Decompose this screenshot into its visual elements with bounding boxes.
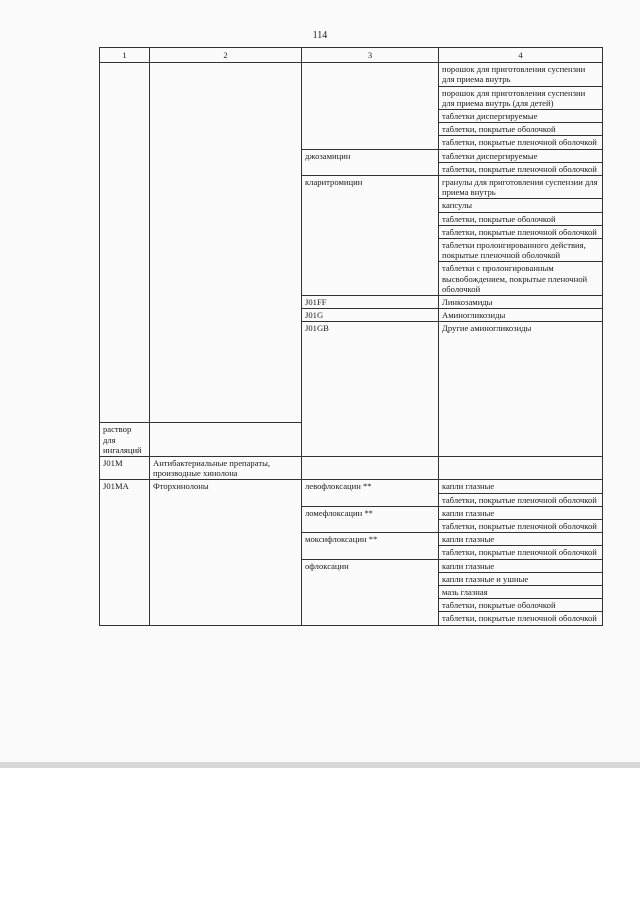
table-row [100,456,603,479]
table-row [100,480,603,493]
scan-edge [0,762,640,768]
drug-name-cell: моксифлоксацин ** [302,533,439,559]
dosage-form: таблетки пролонгированного действия, покрытые пленочной оболочкой [439,239,603,262]
dosage-form: мазь глазная [439,585,603,598]
group-name-cell [150,63,302,423]
dosage-form: таблетки, покрытые пленочной оболочкой [439,612,603,625]
atc-code-cell [100,63,150,423]
dosage-form: таблетки, покрытые пленочной оболочкой [439,493,603,506]
dosage-form: таблетки, покрытые пленочной оболочкой [439,225,603,238]
dosage-form [439,456,603,479]
drug-name-cell: ломефлоксацин ** [302,506,439,532]
dosage-form: таблетки, покрытые пленочной оболочкой [439,136,603,149]
column-header: 3 [302,48,439,63]
dosage-form: порошок для приготовления суспензии для приема внутрь [439,63,603,86]
dosage-form: таблетки, покрытые оболочкой [439,123,603,136]
dosage-form: раствор для ингаляций [100,423,150,457]
dosage-form: капли глазные [439,506,603,519]
dosage-form: таблетки, покрытые оболочкой [439,599,603,612]
drug-name-cell [302,63,439,149]
group-name-cell: Линкозамиды [439,296,603,309]
drug-table [99,47,603,626]
dosage-form: капли глазные [439,480,603,493]
atc-code-cell: J01G [302,309,439,322]
dosage-form: таблетки с пролонгированным высвобождением, покрытые пленочной оболочкой [439,262,603,296]
atc-code-cell: J01MA [100,480,150,625]
table-header-row [100,48,603,63]
atc-code-cell: J01FF [302,296,439,309]
dosage-form: капсулы [439,199,603,212]
dosage-form: таблетки, покрытые пленочной оболочкой [439,162,603,175]
column-header: 2 [150,48,302,63]
dosage-form: капли глазные [439,559,603,572]
dosage-form: таблетки диспергируемые [439,110,603,123]
table-row [100,63,603,86]
page-number: 114 [312,30,328,41]
drug-name-cell: левофлоксацин ** [302,480,439,506]
column-header: 1 [100,48,150,63]
column-header: 4 [439,48,603,63]
group-name-cell: Другие аминогликозиды [439,322,603,456]
group-name-cell: Антибактериальные препараты, производные хинолона [150,456,302,479]
group-name-cell: Фторхинолоны [150,480,302,625]
dosage-form: порошок для приготовления суспензии для приема внутрь (для детей) [439,86,603,109]
dosage-form: таблетки, покрытые пленочной оболочкой [439,546,603,559]
drug-name-cell [302,456,439,479]
dosage-form: капли глазные и ушные [439,572,603,585]
dosage-form: таблетки, покрытые оболочкой [439,212,603,225]
drug-name-cell: кларитромицин [302,176,439,296]
dosage-form: капли глазные [439,533,603,546]
dosage-form: гранулы для приготовления суспензии для приема внутрь [439,176,603,199]
dosage-form: таблетки, покрытые пленочной оболочкой [439,519,603,532]
drug-name-cell: джозамицин [302,149,439,175]
drug-name-cell: офлоксацин [302,559,439,625]
atc-code-cell: J01GB [302,322,439,456]
group-name-cell: Аминогликозиды [439,309,603,322]
atc-code-cell: J01M [100,456,150,479]
dosage-form: таблетки диспергируемые [439,149,603,162]
